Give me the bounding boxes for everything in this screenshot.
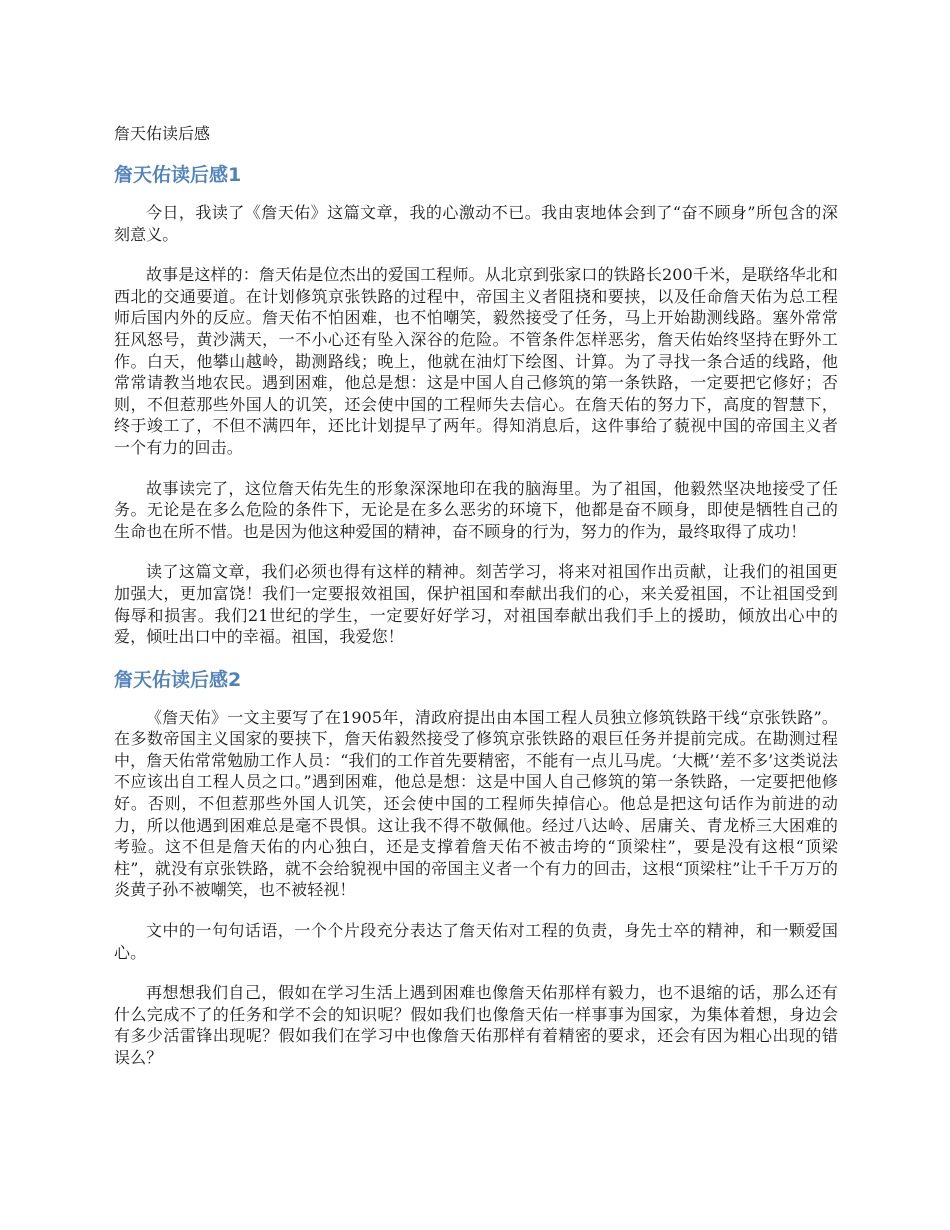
- section-heading: 詹天佑读后感2: [114, 668, 242, 691]
- section-2: [114, 667, 838, 1069]
- section-heading: 詹天佑读后感1: [114, 164, 242, 186]
- paragraph: 读了这篇文章，我们必须也得有这样的精神。刻苦学习，将来对祖国作出贡献，让我们的祖国更加强大，更加富饶！我们一定要报效祖国，保护祖国和奉献出我们的心，来关爱祖国，不让祖国受到侮辱和损害。我们21世纪的学生，一定要好好学习，对祖国奉献出我们手上的援助，倾放出心中的爱，倾吐出口中的幸福。祖国，我爱您！: [114, 562, 838, 647]
- paragraph: 再想想我们自己，假如在学习生活上遇到困难也像詹天佑那样有毅力，也不退缩的话，那么还有什么完成不了的任务和学不会的知识呢？假如我们也像詹天佑一样事事为国家，为集体着想，身边会有多少活雷锋出现呢？假如我们在学习中也像詹天佑那样有着精密的要求，还会有因为粗心出现的错误么？: [114, 983, 838, 1067]
- paragraph: 今日，我读了《詹天佑》这篇文章，我的心激动不已。我由衷地体会到了“奋不顾身”所包含的深刻意义。: [114, 203, 838, 244]
- paragraph: 《詹天佑》一文主要写了在1905年，清政府提出由本国工程人员独立修筑铁路干线“京张铁路”。在多数帝国主义国家的要挟下，詹天佑毅然接受了修筑京张铁路的艰巨任务并提前完成。在勘测过程中，詹天佑常常勉励工作人员：“我们的工作首先要精密，不能有一点儿马虎。‘大概’‘差不多’这类说法不应该出自工程人员之口。”遇到困难，他总是想：这是中国人自己修筑的第一条铁路，一定要把他修好。否则，不但惹那些外国人讥笑，还会使中国的工程师失掉信心。他总是把这句话作为前进的动力，所以他遇到困难总是毫不畏惧。这让我不得不敬佩他。经过八达岭、居庸关、青龙桥三大困难的考验。这不但是詹天佑的内心独白，还是支撑着詹天佑不被击垮的“顶梁柱”，要是没有这根“顶梁柱”，就没有京张铁路，就不会给貌视中国的帝国主义者一个有力的回击，这根“顶梁柱”让千千万万的炎黄子孙不被嘲笑，也不被轻视！: [114, 707, 838, 900]
- section-1: [114, 162, 838, 648]
- document-title: 詹天佑读后感: [114, 124, 211, 143]
- paragraph: 文中的一句句话语，一个个片段充分表达了詹天佑对工程的负责，身先士卒的精神，和一颗爱国心。: [114, 921, 838, 962]
- document-page: [114, 122, 838, 1088]
- paragraph: 故事是这样的：詹天佑是位杰出的爱国工程师。从北京到张家口的铁路长200千米，是联络华北和西北的交通要道。在计划修筑京张铁路的过程中，帝国主义者阻挠和要挟，以及任命詹天佑为总工程师后国内外的反应。詹天佑不怕困难，也不怕嘲笑，毅然接受了任务，马上开始勘测线路。塞外常常狂风怒号，黄沙满天，一不小心还有坠入深谷的危险。不管条件怎样恶劣，詹天佑始终坚持在野外工作。白天，他攀山越岭，勘测路线；晚上，他就在油灯下绘图、计算。为了寻找一条合适的线路，他常常请教当地农民。遇到困难，他总是想：这是中国人自己修筑的第一条铁路，一定要把它修好；否则，不但惹那些外国人的讥笑，还会使中国的工程师失去信心。在詹天佑的努力下，高度的智慧下，终于竣工了，不但不满四年，还比计划提早了两年。得知消息后，这件事给了藐视中国的帝国主义者一个有力的回击。: [114, 265, 838, 457]
- paragraph: 故事读完了，这位詹天佑先生的形象深深地印在我的脑海里。为了祖国，他毅然坚决地接受了任务。无论是在多么危险的条件下，无论是在多么恶劣的环境下，他都是奋不顾身，即使是牺牲自己的生命也在所不惜。也是因为他这种爱国的精神，奋不顾身的行为，努力的作为，最终取得了成功！: [114, 478, 838, 541]
